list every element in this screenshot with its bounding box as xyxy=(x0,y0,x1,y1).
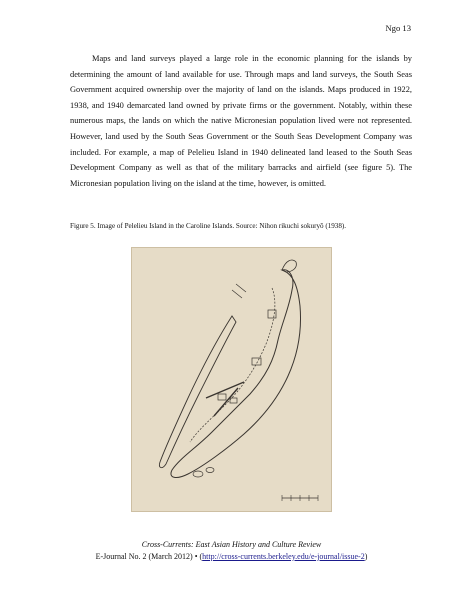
island-outline xyxy=(171,270,301,478)
journal-title: Cross-Currents: East Asian History and Culture Review xyxy=(141,540,322,549)
plot-3 xyxy=(252,358,261,365)
airfield-strip-2 xyxy=(214,388,238,416)
airfield-strip xyxy=(206,382,244,398)
southern-islet-2 xyxy=(206,468,214,473)
southern-islet-1 xyxy=(193,471,203,477)
pelelieu-map-drawing xyxy=(132,248,333,513)
reef-mark xyxy=(232,284,246,298)
issue-text: E-Journal No. 2 (March 2012) • xyxy=(95,551,198,561)
plot-1 xyxy=(218,394,226,400)
plot-4 xyxy=(268,310,276,318)
link-open: ( xyxy=(199,551,203,561)
footer xyxy=(0,539,463,562)
inner-coast xyxy=(190,288,275,442)
issue-line xyxy=(0,551,463,563)
figure-caption: Figure 5. Image of Pelelieu Island in the Caroline Islands. Source: Nihon rikuchi sokuryō (1938). xyxy=(70,222,347,230)
body-paragraph: Maps and land surveys played a large role in the economic planning for the islands by determining the amount of land available for use. Through maps and land surveys, the South Seas Government acquired ownership over the majority of land on the islands. Maps produced in 1922, 1938, and 1940 demarcated land owned by private firms or the government. Notably, within these numerous maps, the lands on which the native Micronesian population lived were not represented. However, land used by the South Seas Government or the South Seas Development Company was included. For example, a map of Pelelieu Island in 1940 delineated land leased to the South Seas Development Company as well as that of the military barracks and airfield (see figure 5). The Micronesian population living on the island at the time, however, is omitted. xyxy=(70,54,412,188)
map-image xyxy=(131,247,332,512)
page-number: Ngo 13 xyxy=(385,23,411,33)
issue-link[interactable]: http://cross-currents.berkeley.edu/e-journal/issue-2 xyxy=(202,551,365,561)
link-close: ) xyxy=(364,551,368,561)
